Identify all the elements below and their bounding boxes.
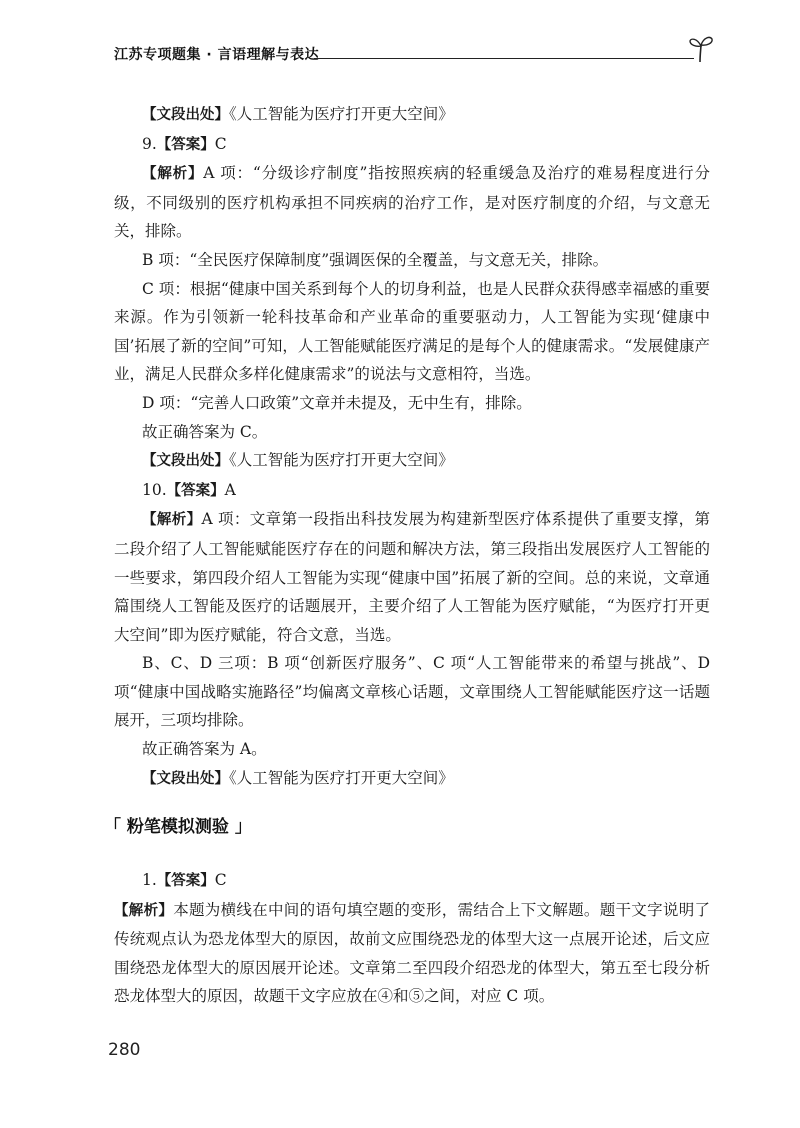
paragraph (114, 130, 710, 160)
field-label: 【解析】 (142, 166, 204, 183)
paragraph-text: D 项：“完善人口政策”文章并未提及，无中生有，排除。 (142, 393, 532, 412)
paragraph-text: C (214, 871, 227, 889)
page-number: 280 (108, 1040, 141, 1060)
paragraph (114, 389, 710, 418)
paragraph (114, 505, 710, 649)
field-label: 【答案】 (156, 136, 215, 153)
paragraph-text: 《人工智能为医疗打开更大空间》 (229, 451, 454, 470)
field-label: 【解析】 (114, 902, 174, 919)
section-explanations (114, 866, 710, 1011)
question-number: 10. (142, 480, 167, 499)
field-label: 【文段出处】 (142, 107, 229, 123)
paragraph-text: 故正确答案为 C。 (142, 422, 268, 441)
paragraph (114, 446, 710, 476)
field-label: 【答案】 (156, 873, 215, 889)
paragraph (114, 735, 710, 764)
paragraph-text: A (224, 480, 236, 499)
header-rule (314, 58, 694, 59)
paragraph-text: A 项：文章第一段指出科技发展为构建新型医疗体系提供了重要支撑，第二段介绍了人工智能赋能医疗存在的问题和解决方法，第三段指出发展医疗人工智能的一些要求，第四段介绍人工智能为实现“健康中国”拓展了新的空间。总的来说，文章通篇围绕人工智能及医疗的话题展开，主要介绍了人工智能为医疗赋能，“为医疗打开更大空间”即为医疗赋能，符合文意，当选。 (114, 510, 711, 644)
paragraph-text: A 项：“分级诊疗制度”指按照疾病的轻重缓急及治疗的难易程度进行分级，不同级别的医疗机构承担不同疾病的治疗工作，是对医疗制度的介绍，与文意无关，排除。 (114, 164, 710, 241)
paragraph-text: C (214, 134, 227, 153)
paragraph-text: 《人工智能为医疗打开更大空间》 (229, 105, 454, 123)
paragraph-text: B 项：“全民医疗保障制度”强调医保的全覆盖，与文意无关，排除。 (142, 250, 609, 269)
paragraph (114, 896, 710, 1011)
paragraph (114, 100, 710, 130)
question-number: 9. (142, 134, 157, 153)
paragraph-text: 故正确答案为 A。 (142, 740, 267, 759)
field-label: 【答案】 (166, 482, 225, 499)
paragraph (114, 866, 710, 896)
answer-explanations (114, 100, 710, 793)
paragraph (114, 246, 710, 275)
field-label: 【文段出处】 (142, 770, 229, 787)
field-label: 【解析】 (142, 512, 202, 529)
paragraph (114, 476, 710, 506)
paragraph (114, 418, 710, 447)
paragraph-text: 本题为横线在中间的语句填空题的变形，需结合上下文解题。题干文字说明了传统观点认为恐龙体型大的原因，故前文应围绕恐龙的体型大这一点展开论述，后文应围绕恐龙体型大的原因展开论述。文章第二至四段介绍恐龙的体型大，第五至七段分析恐龙体型大的原因，故题干文字应放在④和⑤之间，对应 C 项。 (114, 900, 710, 1006)
paragraph (114, 649, 710, 735)
paragraph-text: B、C、D 三项：B 项“创新医疗服务”、C 项“人工智能带来的希望与挑战”、D 项“健康中国战略实施路径”均偏离文章核心话题，文章围绕人工智能赋能医疗这一话题展开，三项均排除。 (114, 654, 710, 730)
paragraph (114, 275, 710, 389)
header-title: 江苏专项题集 · 言语理解与表达 (114, 47, 320, 63)
field-label: 【文段出处】 (142, 453, 229, 470)
paragraph-text: C 项：根据“健康中国关系到每个人的切身利益，也是人民群众获得感幸福感的重要来源。作为引领新一轮科技革命和产业革命的重要驱动力，人工智能为实现‘健康中国’拓展了新的空间”可知，人工智能赋能医疗满足的是每个人的健康需求。“发展健康产业，满足人民群众多样化健康需求”的说法与文意相符，当选。 (114, 279, 710, 384)
running-header (92, 34, 722, 64)
question-number: 1. (142, 871, 157, 889)
section-title: 「 粉笔模拟测验 」 (104, 817, 252, 837)
paragraph-text: 《人工智能为医疗打开更大空间》 (229, 768, 454, 787)
sprout-icon (688, 34, 714, 64)
paragraph (114, 159, 710, 246)
paragraph (114, 764, 710, 794)
